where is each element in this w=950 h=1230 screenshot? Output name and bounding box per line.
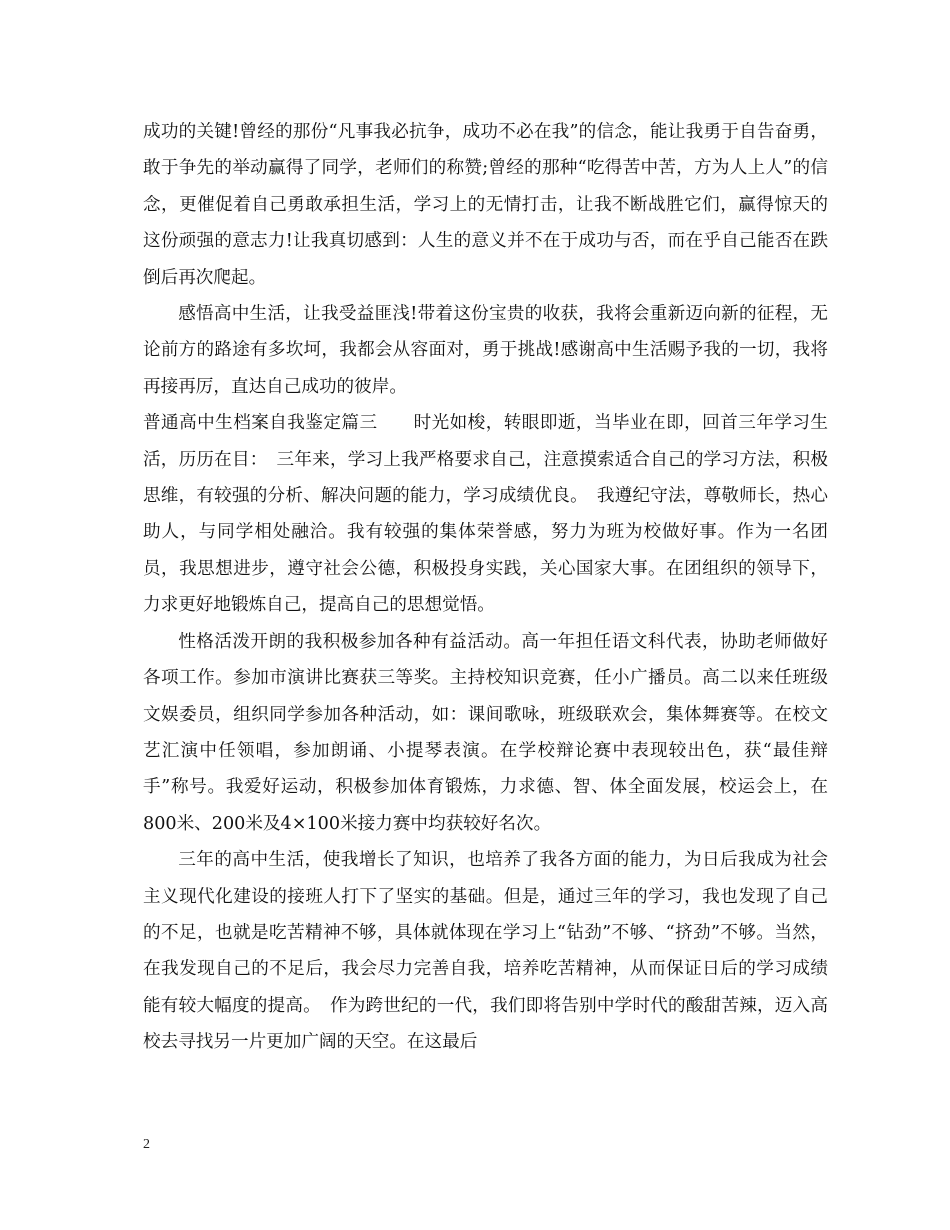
paragraph-3: 普通高中生档案自我鉴定篇三 时光如梭，转眼即逝，当毕业在即，回首三年学习生活，历历在目： 三年来，学习上我严格要求自己，注意摸索适合自己的学习方法，积极思维，有较强的分析、解决问题的能力，学习成绩优良。 我遵纪守法，尊敬师长，热心助人，与同学相处融洽。我有较强的集体荣誉感，努力为班为校做好事。作为一名团员，我思想进步，遵守社会公德，积极投身实践，关心国家大事。在团组织的领导下，力求更好地锻炼自己，提高自己的思想觉悟。: [143, 413, 828, 616]
paragraph-2: 感悟高中生活，让我受益匪浅!带着这份宝贵的收获，我将会重新迈向新的征程，无论前方的路途有多坎坷，我都会从容面对，勇于挑战!感谢高中生活赐予我的一切，我将再接再厉，直达自己成功的彼岸。: [143, 304, 828, 397]
paragraph-5: 三年的高中生活，使我增长了知识，也培养了我各方面的能力，为日后我成为社会主义现代化建设的接班人打下了坚实的基础。但是，通过三年的学习，我也发现了自己的不足，也就是吃苦精神不够，具体就体现在学习上“钻劲”不够、“挤劲”不够。当然，在我发现自己的不足后，我会尽力完善自我，培养吃苦精神，从而保证日后的学习成绩能有较大幅度的提高。 作为跨世纪的一代，我们即将告别中学时代的酸甜苦辣，迈入高校去寻找另一片更加广阔的天空。在这最后: [143, 850, 828, 1053]
document-body: [143, 114, 828, 1061]
paragraph-1: 成功的关键!曾经的那份“凡事我必抗争，成功不必在我”的信念，能让我勇于自告奋勇，敢于争先的举动赢得了同学，老师们的称赞;曾经的那种“吃得苦中苦，方为人上人”的信念，更催促着自己勇敢承担生活，学习上的无情打击，让我不断战胜它们，赢得惊天的这份顽强的意志力!让我真切感到：人生的意义并不在于成功与否，而在乎自己能否在跌倒后再次爬起。: [143, 122, 828, 288]
paragraph-4: 性格活泼开朗的我积极参加各种有益活动。高一年担任语文科代表，协助老师做好各项工作。参加市演讲比赛获三等奖。主持校知识竞赛，任小广播员。高二以来任班级文娱委员，组织同学参加各种活动，如：课间歌咏，班级联欢会，集体舞赛等。在校文艺汇演中任领唱，参加朗诵、小提琴表演。在学校辩论赛中表现较出色，获“最佳辩手”称号。我爱好运动，积极参加体育锻炼，力求德、智、体全面发展，校运会上，在800米、200米及4×100米接力赛中均获较好名次。: [143, 631, 828, 834]
page-number: 2: [143, 1137, 150, 1152]
